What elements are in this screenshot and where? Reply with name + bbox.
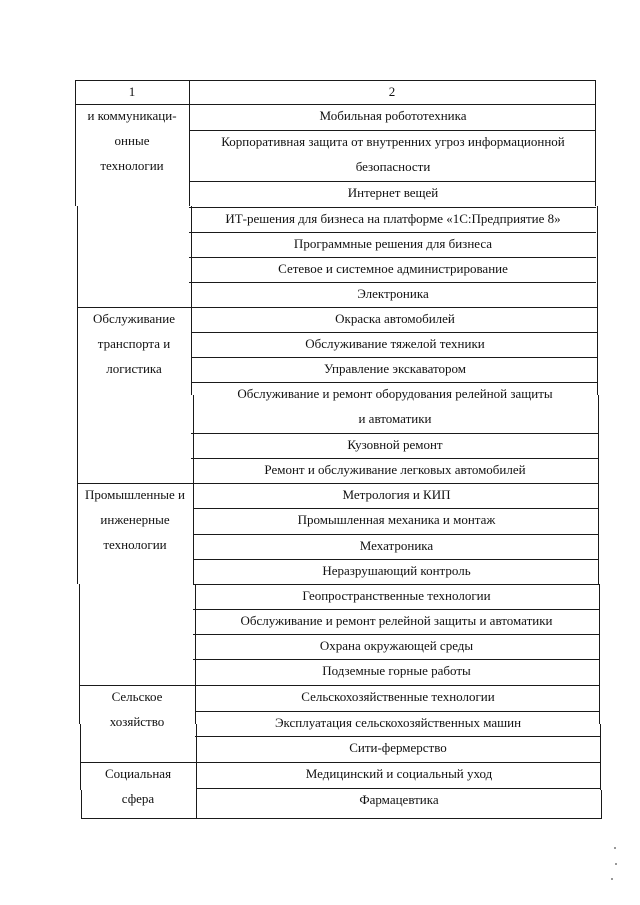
competency-name: Обслуживание тяжелой техники xyxy=(305,336,485,351)
competency-name-continuation: и автоматики xyxy=(358,411,432,426)
scan-speck xyxy=(614,847,616,849)
row-divider xyxy=(189,130,596,131)
row-divider xyxy=(191,357,598,358)
competency-name: Мехатроника xyxy=(359,538,434,553)
competency-name: Фармацевтика xyxy=(359,792,439,807)
group-label-line: Сельское xyxy=(111,689,163,704)
competency-name: Управление экскаватором xyxy=(323,361,467,376)
column-1-number: 1 xyxy=(128,84,136,99)
competency-name: Окраска автомобилей xyxy=(335,311,455,326)
row-divider xyxy=(81,818,602,819)
competency-name: Обслуживание и ремонт релейной защиты и автоматики xyxy=(240,613,553,628)
column-divider xyxy=(195,584,196,686)
column-divider xyxy=(597,206,598,308)
row-divider xyxy=(79,685,600,686)
competency-name: Промышленная механика и монтаж xyxy=(297,512,496,527)
competency-name: Обслуживание и ремонт оборудования релейной защиты xyxy=(237,386,553,401)
column-divider xyxy=(595,104,596,206)
column-divider xyxy=(595,80,596,104)
competency-name: Сельскохозяйственные технологии xyxy=(301,689,495,704)
competency-name: Сетевое и системное администрирование xyxy=(278,261,508,276)
row-divider xyxy=(193,609,599,610)
column-divider xyxy=(599,584,600,686)
competency-name: ИТ-решения для бизнеса на платформе «1С:Предприятие 8» xyxy=(225,211,561,226)
competency-name: Неразрушающий контроль xyxy=(322,563,471,578)
row-divider xyxy=(77,307,598,308)
row-divider xyxy=(193,559,599,560)
column-divider xyxy=(600,724,601,763)
column-divider xyxy=(600,762,601,790)
row-divider xyxy=(193,659,599,660)
competency-name: Корпоративная защита от внутренних угроз информационной xyxy=(221,134,565,149)
group-label-line: технологии xyxy=(103,537,167,552)
group-label-line: технологии xyxy=(100,158,164,173)
row-divider xyxy=(75,80,596,81)
competency-name: Эксплуатация сельскохозяйственных машин xyxy=(274,715,522,730)
row-divider xyxy=(191,382,598,383)
scan-speck xyxy=(611,878,613,880)
row-divider xyxy=(189,207,596,208)
row-divider xyxy=(77,483,599,484)
column-divider xyxy=(195,685,196,724)
row-divider xyxy=(189,232,596,233)
row-divider xyxy=(75,104,596,105)
row-divider xyxy=(193,634,599,635)
row-divider xyxy=(189,257,596,258)
column-divider xyxy=(77,395,78,484)
column-divider xyxy=(77,483,78,584)
group-label-line: Социальная xyxy=(104,766,172,781)
column-divider xyxy=(75,80,76,104)
column-2-number: 2 xyxy=(388,84,396,99)
group-label-line: инженерные xyxy=(100,512,170,527)
group-label-line: сфера xyxy=(121,791,155,806)
competency-name: Программные решения для бизнеса xyxy=(293,236,493,251)
scan-speck xyxy=(615,863,617,865)
competency-name: Ремонт и обслуживание легковых автомобилей xyxy=(264,462,526,477)
column-divider xyxy=(196,762,197,790)
column-divider xyxy=(189,104,190,206)
column-divider xyxy=(81,790,82,819)
row-divider xyxy=(189,282,596,283)
group-label-line: транспорта и xyxy=(97,336,171,351)
row-divider xyxy=(193,508,599,509)
group-label-line: логистика xyxy=(106,361,162,376)
column-divider xyxy=(79,685,80,724)
column-divider xyxy=(80,724,81,763)
group-label-line: онные xyxy=(114,133,150,148)
column-divider xyxy=(77,206,78,308)
row-divider xyxy=(193,534,599,535)
group-label-line: хозяйство xyxy=(109,714,165,729)
row-divider xyxy=(195,711,600,712)
group-label-line: Промышленные и xyxy=(85,487,185,502)
column-divider xyxy=(601,790,602,819)
row-divider xyxy=(189,181,596,182)
column-divider xyxy=(196,724,197,763)
competency-name: Охрана окружающей среды xyxy=(319,638,474,653)
column-divider xyxy=(79,584,80,686)
row-divider xyxy=(191,332,598,333)
competency-name: Интернет вещей xyxy=(347,185,439,200)
competency-name: Подземные горные работы xyxy=(322,663,471,678)
row-divider xyxy=(195,736,600,737)
column-divider xyxy=(189,80,190,104)
competency-name: Мобильная робототехника xyxy=(319,108,467,123)
row-divider xyxy=(80,762,601,763)
competency-name-continuation: безопасности xyxy=(355,159,431,174)
row-divider xyxy=(193,584,599,585)
competency-name: Сити-фермерство xyxy=(349,740,447,755)
competency-name: Метрология и КИП xyxy=(342,487,451,502)
competency-name: Геопространственные технологии xyxy=(302,588,491,603)
column-divider xyxy=(193,395,194,484)
row-divider xyxy=(196,788,601,789)
competency-name: Медицинский и социальный уход xyxy=(305,766,493,781)
group-label-line: Обслуживание xyxy=(93,311,175,326)
column-divider xyxy=(80,762,81,790)
group-label-line: и коммуникаци- xyxy=(87,108,177,123)
competency-name: Кузовной ремонт xyxy=(347,437,443,452)
column-divider xyxy=(598,395,599,484)
row-divider xyxy=(191,433,598,434)
column-divider xyxy=(196,790,197,819)
column-divider xyxy=(77,307,78,395)
column-divider xyxy=(599,685,600,724)
row-divider xyxy=(191,458,598,459)
column-divider xyxy=(75,104,76,206)
competency-name: Электроника xyxy=(357,286,429,301)
